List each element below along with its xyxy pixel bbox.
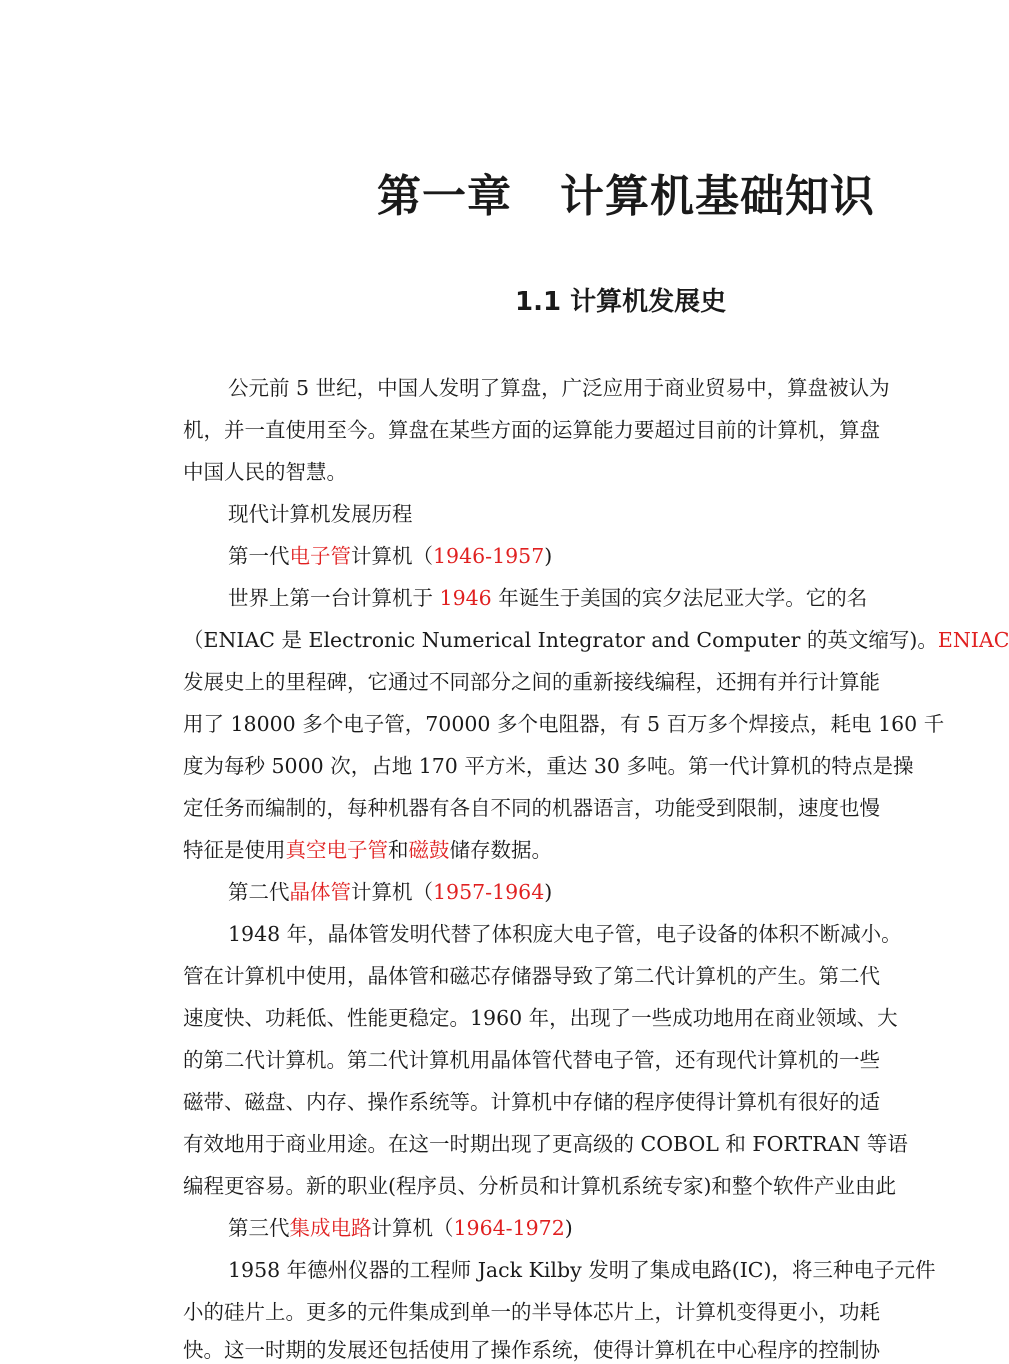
section-heading xyxy=(515,281,915,318)
chapter-title-text: 计算机基础知识 xyxy=(560,171,875,222)
highlight-term: 真空电子管 xyxy=(285,838,388,862)
paragraph-line: 的第二代计算机。第二代计算机用晶体管代替电子管，还有现代计算机的一些 xyxy=(183,1048,880,1072)
chapter-number: 第一章 xyxy=(377,171,512,222)
highlight-term: 晶体管 xyxy=(289,880,351,904)
paragraph-line: 度为每秒 5000 次，占地 170 平方米，重达 30 多吨。第一代计算机的特点是操 xyxy=(183,754,914,778)
generation-heading: 第二代晶体管计算机（1957-1964) xyxy=(228,880,553,904)
paragraph-line: 现代计算机发展历程 xyxy=(228,502,413,526)
highlight-term: 磁鼓 xyxy=(408,838,450,862)
paragraph-line: 公元前 5 世纪，中国人发明了算盘，广泛应用于商业贸易中，算盘被认为 xyxy=(228,376,890,400)
paragraph-line: 用了 18000 多个电子管，70000 多个电阻器，有 5 百万多个焊接点，耗电 160 千 xyxy=(183,712,945,736)
paragraph-line: 发展史上的里程碑，它通过不同部分之间的重新接线编程，还拥有并行计算能 xyxy=(183,670,880,694)
paragraph-line: 编程更容易。新的职业(程序员、分析员和计算机系统专家)和整个软件产业由此 xyxy=(183,1174,896,1198)
chapter-heading xyxy=(377,160,937,224)
paragraph-line: 中国人民的智慧。 xyxy=(183,460,347,484)
paragraph-line: 特征是使用真空电子管和磁鼓储存数据。 xyxy=(183,838,552,862)
paragraph-line: 管在计算机中使用，晶体管和磁芯存储器导致了第二代计算机的产生。第二代 xyxy=(183,964,880,988)
paragraph-line: 世界上第一台计算机于 1946 年诞生于美国的宾夕法尼亚大学。它的名 xyxy=(228,586,868,610)
highlight-years: 1964-1972 xyxy=(453,1216,565,1240)
generation-heading: 第一代电子管计算机（1946-1957) xyxy=(228,544,553,568)
paragraph-line: 快。这一时期的发展还包括使用了操作系统，使得计算机在中心程序的控制协 xyxy=(183,1338,880,1362)
highlight-year: 1946 xyxy=(439,586,492,610)
paragraph-line: 有效地用于商业用途。在这一时期出现了更高级的 COBOL 和 FORTRAN 等语 xyxy=(183,1132,908,1156)
paragraph-line: 1948 年，晶体管发明代替了体积庞大电子管，电子设备的体积不断减小。 xyxy=(228,922,902,946)
paragraph-line: 定任务而编制的，每种机器有各自不同的机器语言，功能受到限制，速度也慢 xyxy=(183,796,880,820)
paragraph-line: 1958 年德州仪器的工程师 Jack Kilby 发明了集成电路(IC)，将三种电子元件 xyxy=(228,1258,936,1282)
paragraph-line: （ENIAC 是 Electronic Numerical Integrator and Computer 的英文缩写)。ENIAC xyxy=(183,628,1009,652)
section-number: 1.1 xyxy=(515,287,562,317)
highlight-term: 集成电路 xyxy=(289,1216,372,1240)
paragraph-line: 速度快、功耗低、性能更稳定。1960 年，出现了一些成功地用在商业领域、大 xyxy=(183,1006,898,1030)
section-title-text: 计算机发展史 xyxy=(570,287,727,317)
highlight-years: 1957-1964 xyxy=(433,880,545,904)
paragraph-line: 磁带、磁盘、内存、操作系统等。计算机中存储的程序使得计算机有很好的适 xyxy=(183,1090,880,1114)
highlight-term: 电子管 xyxy=(289,544,351,568)
paragraph-line: 小的硅片上。更多的元件集成到单一的半导体芯片上，计算机变得更小，功耗 xyxy=(183,1300,880,1324)
generation-heading: 第三代集成电路计算机（1964-1972) xyxy=(228,1216,573,1240)
highlight-term: ENIAC xyxy=(937,628,1009,652)
paragraph-line: 机，并一直使用至今。算盘在某些方面的运算能力要超过目前的计算机，算盘 xyxy=(183,418,880,442)
highlight-years: 1946-1957 xyxy=(433,544,545,568)
